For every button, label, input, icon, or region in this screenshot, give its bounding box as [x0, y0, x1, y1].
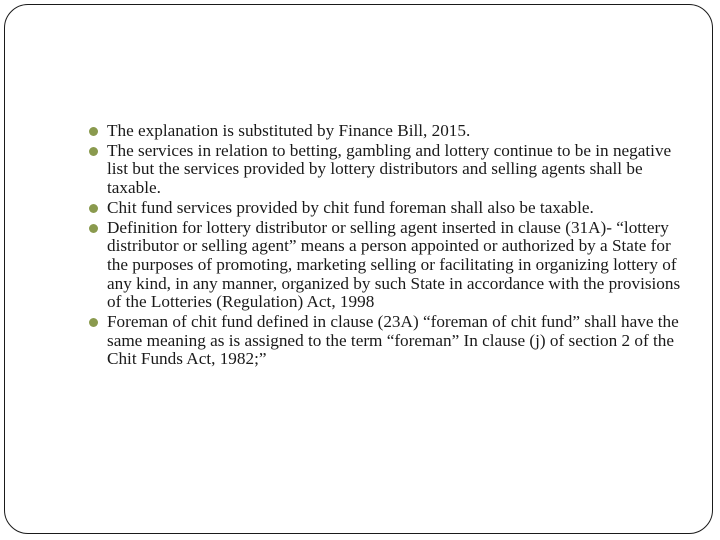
bullet-text: The explanation is substituted by Finance Bill, 2015.: [107, 121, 471, 140]
bullet-dot-icon: [89, 224, 98, 233]
list-item: [89, 219, 689, 313]
list-item: [89, 313, 689, 369]
bullet-text: Definition for lottery distributor or selling agent inserted in clause (31A)- “lottery distributor or selling agent” means a person appointed or authorized by a State for the purposes of promoting, marketing selling or facilitating in organizing lottery of any kind, in any manner, organized by such State in accordance with the provisions of the Lotteries (Regulation) Act, 1998: [107, 217, 681, 312]
bullet-list: [89, 122, 689, 370]
slide-frame: [4, 4, 713, 534]
bullet-dot-icon: [89, 318, 98, 327]
bullet-dot-icon: [89, 204, 98, 213]
list-item: [89, 199, 689, 218]
list-item: [89, 142, 689, 198]
bullet-text: Foreman of chit fund defined in clause (23A) “foreman of chit fund” shall have the same meaning as is assigned to the term “foreman” In clause (j) of section 2 of the Chit Funds Act, 1982;”: [107, 312, 679, 369]
bullet-text: Chit fund services provided by chit fund foreman shall also be taxable.: [107, 197, 594, 217]
bullet-dot-icon: [89, 147, 98, 156]
bullet-text: The services in relation to betting, gambling and lottery continue to be in negative list but the services provided by lottery distributors and selling agents shall be taxable.: [107, 140, 672, 198]
bullet-dot-icon: [89, 127, 98, 136]
list-item: [89, 122, 689, 141]
